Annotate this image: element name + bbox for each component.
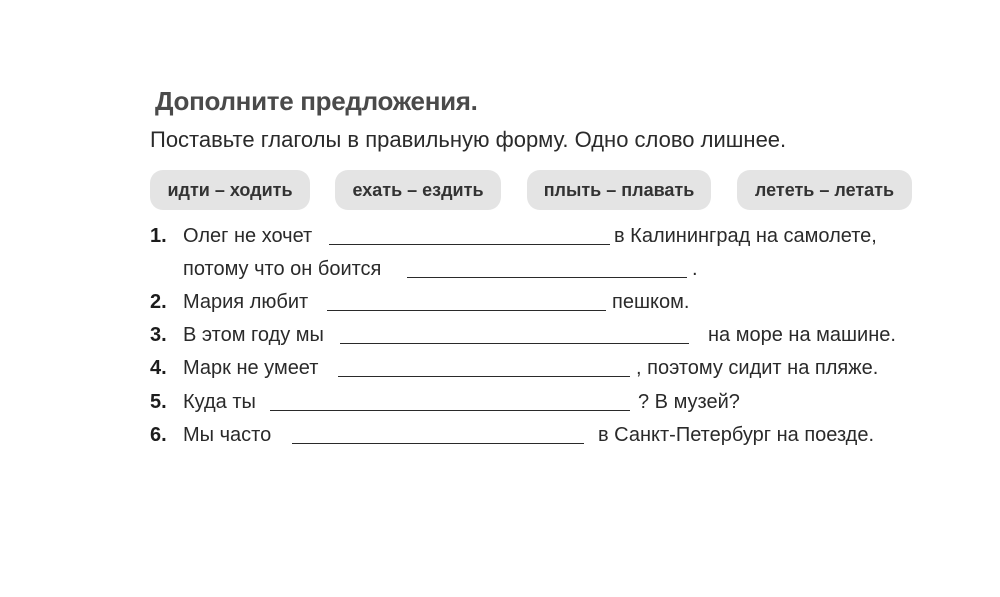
sentence-text-before: Мария любит [183, 291, 309, 313]
sentence-text-before: Олег не хочет [183, 225, 313, 247]
sentence-number: 1. [150, 225, 167, 247]
sentence-number: 6. [150, 424, 167, 446]
sentence-text-after: пешком. [612, 291, 690, 313]
answer-blank[interactable] [270, 410, 630, 411]
sentence-text-after-line2: . [692, 258, 698, 280]
sentence-text-after: , поэтому сидит на пляже. [636, 357, 879, 379]
sentence-text-before: Куда ты [183, 391, 256, 413]
sentence-text-before: В этом году мы [183, 324, 324, 346]
word-chip-2: ехать – ездить [335, 170, 501, 210]
sentence-number: 3. [150, 324, 167, 346]
sentence-text-after: в Калининград на самолете, [614, 225, 877, 247]
word-chip-3: плыть – плавать [527, 170, 711, 210]
answer-blank[interactable] [327, 310, 606, 311]
exercise-title: Дополните предложения. [155, 86, 478, 116]
exercise-instruction: Поставьте глаголы в правильную форму. Одно слово лишнее. [150, 127, 787, 152]
sentence-text-before: Мы часто [183, 424, 272, 446]
word-chip-1: идти – ходить [150, 170, 310, 210]
word-chip-4: лететь – летать [737, 170, 912, 210]
sentence-number: 5. [150, 391, 167, 413]
sentence-text-after: в Санкт-Петербург на поезде. [598, 424, 875, 446]
answer-blank[interactable] [338, 376, 630, 377]
answer-blank[interactable] [329, 244, 610, 245]
answer-blank[interactable] [340, 343, 689, 344]
sentence-number: 2. [150, 291, 167, 313]
answer-blank[interactable] [407, 277, 687, 278]
sentence-number: 4. [150, 357, 167, 379]
answer-blank[interactable] [292, 443, 584, 444]
sentence-text-before-line2: потому что он боится [183, 258, 382, 280]
sentence-text-after: ? В музей? [638, 391, 740, 413]
sentence-text-before: Марк не умеет [183, 357, 319, 379]
sentence-text-after: на море на машине. [708, 324, 896, 346]
